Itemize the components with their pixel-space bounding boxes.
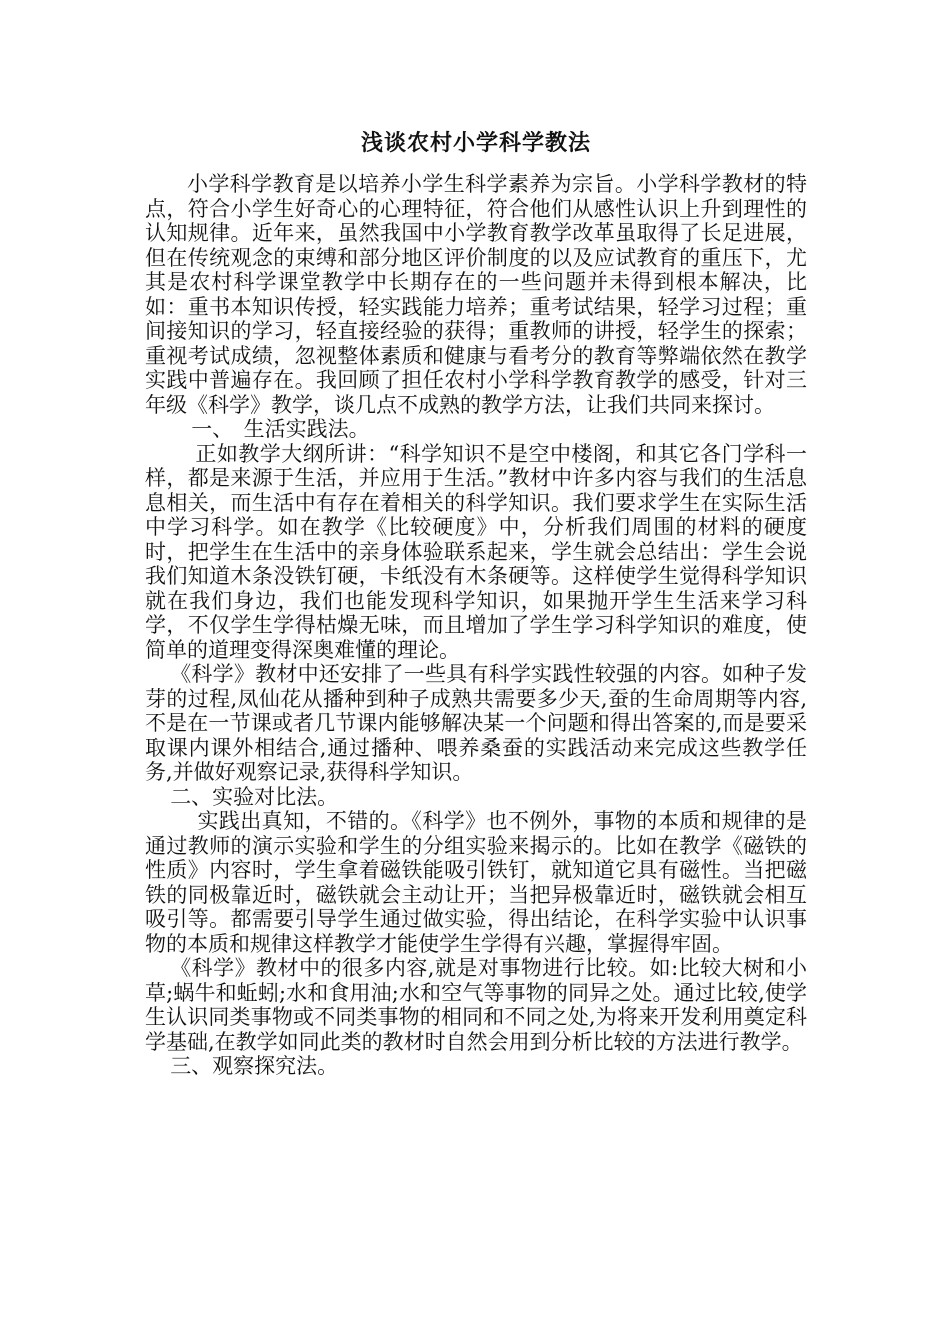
section-2-paragraph-2: 《科学》教材中的很多内容,就是对事物进行比较。如:比较大树和小草;蜗牛和蚯蚓;水和食用油;水和空气等事物的同异之处。通过比较,使学生认识同类事物或不同类事物的相同和不同之处,为将来开发利用奠定科学基础,在教学如同此类的教材时自然会用到分析比较的方法进行教学。	[145, 956, 807, 1054]
section-2-paragraph-1: 实践出真知，不错的。《科学》也不例外，事物的本质和规律的是通过教师的演示实验和学生的分组实验来揭示的。比如在教学《磁铁的性质》内容时，学生拿着磁铁能吸引铁钉，就知道它具有磁性。当把磁铁的同极靠近时，磁铁就会主动让开；当把异极靠近时，磁铁就会相互吸引等。都需要引导学生通过做实验，得出结论，在科学实验中认识事物的本质和规律这样教学才能使学生学得有兴趣，掌握得牢固。	[145, 809, 807, 956]
section-heading-2: 二、实验对比法。	[170, 784, 339, 809]
section-heading-1: 一、 生活实践法。	[191, 417, 370, 441]
document-title: 浅谈农村小学科学教法	[360, 130, 591, 156]
intro-paragraph: 小学科学教育是以培养小学生科学素养为宗旨。小学科学教材的特点，符合小学生好奇心的心理特征，符合他们从感性认识上升到理性的认知规律。近年来，虽然我国中小学教育教学改革虽取得了长足进展，但在传统观念的束缚和部分地区评价制度的以及应试教育的重压下，尤其是农村科学课堂教学中长期存在的一些问题并未得到根本解决，比如：重书本知识传授，轻实践能力培养；重考试结果，轻学习过程；重间接知识的学习，轻直接经验的获得；重教师的讲授，轻学生的探索；重视考试成绩，忽视整体素质和健康与看考分的教育等弊端依然在教学实践中普遍存在。我回顾了担任农村小学科学教育教学的感受，针对三年级《科学》教学，谈几点不成熟的教学方法，让我们共同来探讨。	[145, 172, 807, 417]
document-page	[145, 128, 807, 1079]
section-heading-3: 三、观察探究法。	[170, 1054, 339, 1078]
section-1-paragraph-2: 《科学》教材中还安排了一些具有科学实践性较强的内容。如种子发芽的过程,凤仙花从播种到种子成熟共需要多少天,蚕的生命周期等内容,不是在一节课或者几节课内能够解决某一个问题和得出答案的,而是要采取课内课外相结合,通过播种、喂养桑蚕的实践活动来完成这些教学任务,并做好观察记录,获得科学知识。	[145, 662, 807, 784]
section-1-paragraph-1: 正如教学大纲所讲：“科学知识不是空中楼阁，和其它各门学科一样，都是来源于生活，并应用于生活。”教材中许多内容与我们的生活息息相关，而生活中有存在着相关的科学知识。我们要求学生在实际生活中学习科学。如在教学《比较硬度》中，分析我们周围的材料的硬度时，把学生在生活中的亲身体验联系起来，学生就会总结出：学生会说我们知道木条没铁钉硬，卡纸没有木条硬等。这样使学生觉得科学知识就在我们身边，我们也能发现科学知识，如果抛开学生生活来学习科学，不仅学生学得枯燥无味，而且增加了学生学习科学知识的难度，使简单的道理变得深奥难懂的理论。	[145, 441, 807, 662]
